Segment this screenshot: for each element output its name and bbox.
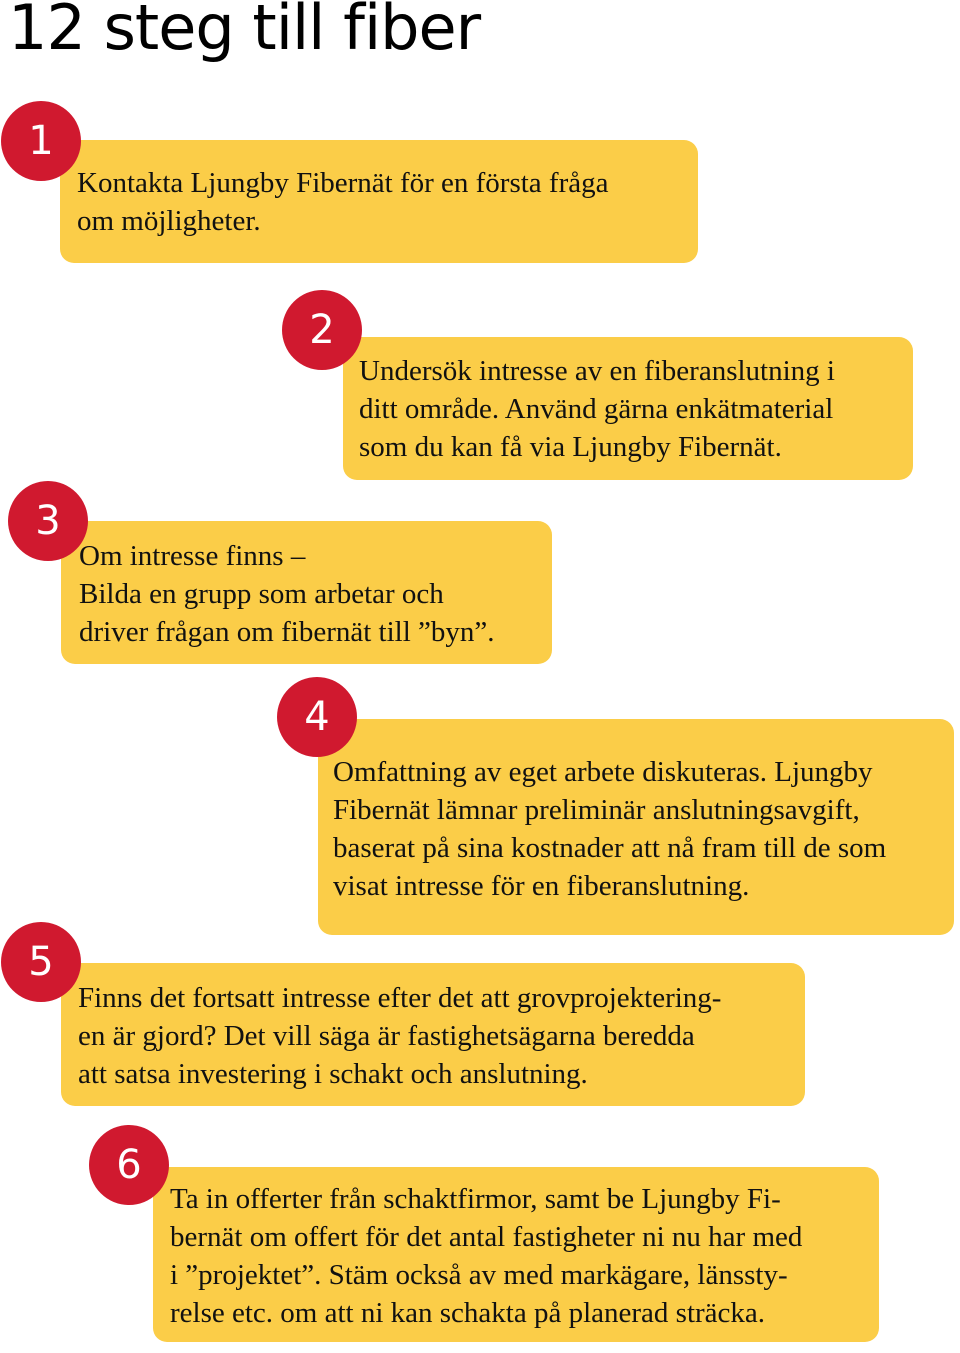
step-6-text: [170, 1180, 802, 1332]
page-title: 12 steg till fiber: [8, 0, 481, 64]
step-1-text: [77, 164, 609, 240]
step-3-line-1: Om intresse finns –: [79, 540, 306, 572]
step-6-line-2: bernät om offert för det antal fastigheter ni nu har med: [170, 1221, 803, 1253]
step-4-text: [333, 753, 886, 905]
step-2-line-1: Undersök intresse av en fiberanslutning i: [359, 355, 835, 387]
step-6-line-4: relse etc. om att ni kan schakta på planerad sträcka.: [170, 1297, 766, 1329]
step-1-line-2: om möjligheter.: [77, 205, 261, 237]
step-6-line-3: i ”projektet”. Stäm också av med markägare, länssty-: [170, 1259, 788, 1291]
step-3-line-3: driver frågan om fibernät till ”byn”.: [79, 616, 495, 648]
step-4-line-3: baserat på sina kostnader att nå fram till de som: [333, 832, 887, 864]
step-2-text: [359, 352, 835, 466]
step-5-text: [78, 979, 721, 1093]
step-4-line-4: visat intresse för en fiberanslutning.: [333, 870, 750, 902]
step-5-line-1: Finns det fortsatt intresse efter det att grovprojektering-: [78, 982, 722, 1014]
step-3-line-2: Bilda en grupp som arbetar och: [79, 578, 444, 610]
step-3-badge: 3: [8, 481, 88, 561]
step-1-line-1: Kontakta Ljungby Fibernät för en första fråga: [77, 167, 609, 199]
step-2-line-2: ditt område. Använd gärna enkätmaterial: [359, 393, 834, 425]
step-4-line-1: Omfattning av eget arbete diskuteras. Ljungby: [333, 756, 873, 788]
step-6-line-1: Ta in offerter från schaktfirmor, samt be Ljungby Fi-: [170, 1183, 781, 1215]
step-2-badge: 2: [282, 290, 362, 370]
step-5-line-3: att satsa investering i schakt och anslutning.: [78, 1058, 588, 1090]
step-5-badge: 5: [1, 922, 81, 1002]
step-4-line-2: Fibernät lämnar preliminär anslutningsavgift,: [333, 794, 860, 826]
step-1-badge: 1: [1, 101, 81, 181]
step-6-badge: 6: [89, 1125, 169, 1205]
step-3-text: [79, 537, 495, 651]
step-4-badge: 4: [277, 677, 357, 757]
step-2-line-3: som du kan få via Ljungby Fibernät.: [359, 431, 782, 463]
step-5-line-2: en är gjord? Det vill säga är fastighetsägarna beredda: [78, 1020, 695, 1052]
